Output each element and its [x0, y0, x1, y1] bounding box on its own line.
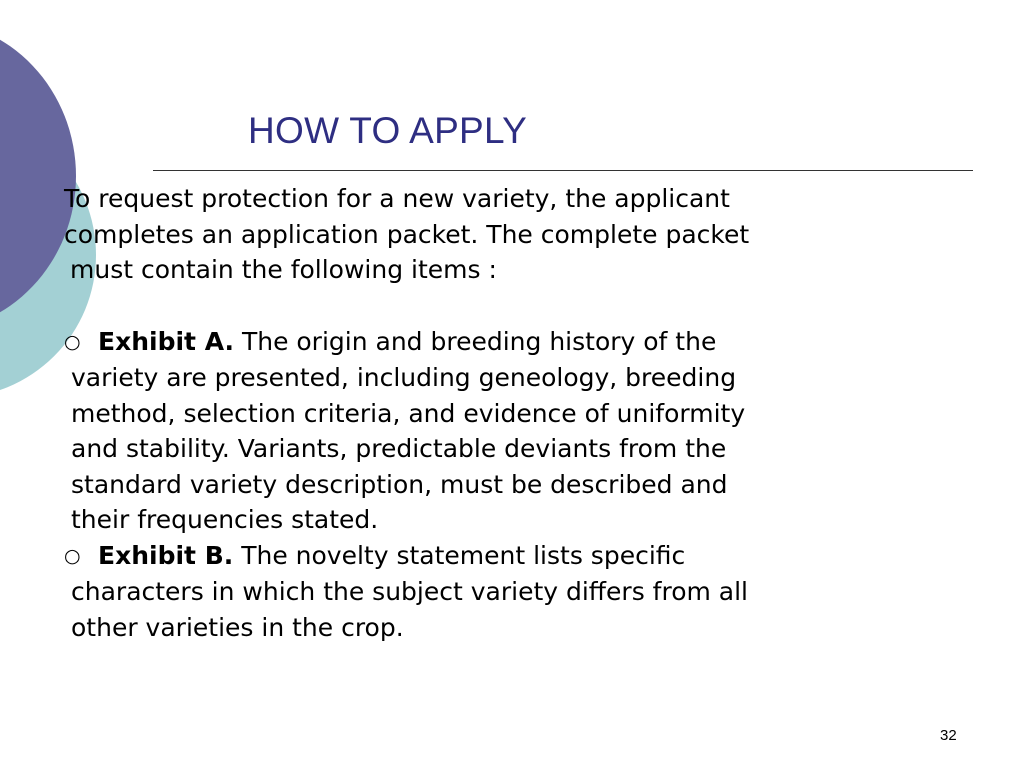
bullet-item-exhibit-b	[64, 538, 944, 646]
intro-line: must contain the following items :	[70, 255, 497, 284]
exhibit-label: Exhibit A.	[98, 326, 234, 356]
bullet-text: The novelty statement lists specific	[233, 540, 686, 570]
slide-body	[64, 181, 944, 645]
page-number: 32	[940, 727, 957, 744]
bullet-continuation-line: and stability. Variants, predictable deviants from the	[71, 434, 727, 463]
slide-title: HOW TO APPLY	[248, 110, 528, 151]
hollow-circle-bullet-icon: ○	[64, 544, 81, 567]
bullet-item-exhibit-a	[64, 324, 944, 538]
intro-line: completes an application packet. The complete packet	[64, 219, 750, 249]
bullet-continuation-line: characters in which the subject variety differs from all	[71, 577, 749, 606]
hollow-circle-bullet-icon: ○	[64, 330, 81, 353]
bullet-continuation-line: method, selection criteria, and evidence of uniformity	[71, 398, 746, 428]
bullet-continuation-line: their frequencies stated.	[71, 505, 379, 534]
intro-line: To request protection for a new variety, the applicant	[64, 184, 730, 213]
bullet-continuation-line: other varieties in the crop.	[71, 612, 404, 642]
spacer	[64, 288, 944, 324]
title-divider	[153, 170, 973, 171]
bullet-continuation-line: standard variety description, must be described and	[71, 469, 728, 499]
bullet-first-line	[64, 324, 944, 361]
bullet-first-line	[64, 538, 944, 575]
bullet-continuation-line: variety are presented, including geneology, breeding	[71, 363, 737, 392]
bullet-text: The origin and breeding history of the	[234, 326, 717, 356]
exhibit-label: Exhibit B.	[98, 540, 234, 570]
